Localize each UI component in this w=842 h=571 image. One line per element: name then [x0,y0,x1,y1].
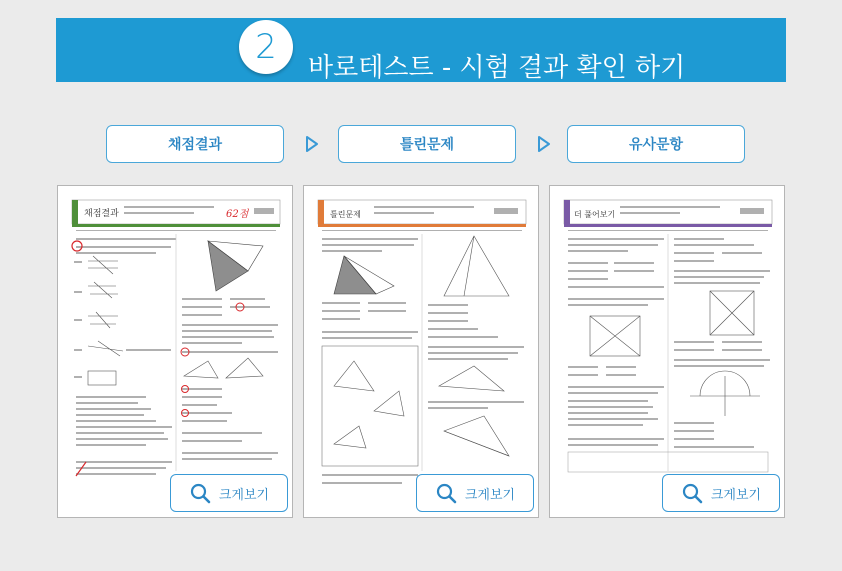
zoom-label: 크게보기 [464,487,516,503]
step-number-badge: 2 [239,20,293,74]
similar-questions-sheet-thumbnail [550,186,785,518]
chevron-right-icon [534,134,554,154]
tab-grading-result[interactable]: 채점결과 [106,125,284,163]
magnifier-icon [189,482,211,504]
magnifier-icon [681,482,703,504]
wrong-questions-sheet-thumbnail [304,186,539,518]
score-mark: 62점 [226,209,249,220]
zoom-button[interactable] [170,474,288,512]
zoom-button[interactable] [662,474,780,512]
chevron-right-icon [302,134,322,154]
grading-result-preview[interactable] [57,185,293,518]
sheet-heading: 틀린문제 [330,210,361,219]
title-banner [56,18,786,82]
similar-questions-preview[interactable] [549,185,785,518]
magnifier-icon [435,482,457,504]
tab-wrong-questions[interactable]: 틀린문제 [338,125,516,163]
wrong-questions-preview[interactable] [303,185,539,518]
tab-similar-questions[interactable]: 유사문항 [567,125,745,163]
sheet-heading: 채점결과 [84,209,119,219]
grading-sheet-thumbnail [58,186,293,518]
page-title: 바로테스트 - 시험 결과 확인 하기 [308,53,686,83]
zoom-label: 크게보기 [710,487,762,503]
zoom-button[interactable] [416,474,534,512]
zoom-label: 크게보기 [218,487,270,503]
sheet-heading: 더 풀어보기 [574,210,616,219]
